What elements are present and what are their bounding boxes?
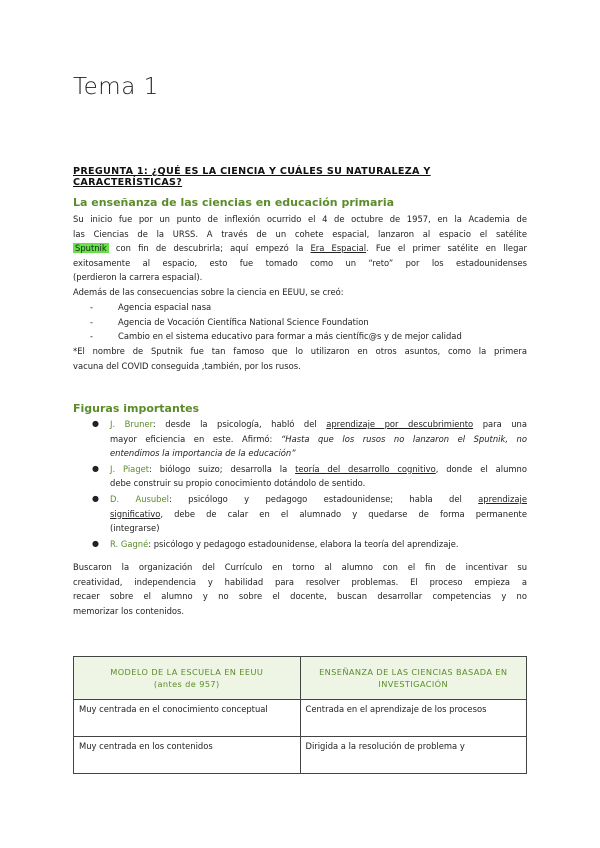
text-run: : psicólogo y pedagogo estadounidense; habla del xyxy=(168,493,479,504)
text-line: Buscaron la organización del Currículo en torno al alumno con el fin de incentivar su xyxy=(73,562,527,572)
header-text: ENSEÑANZA DE LAS CIENCIAS BASADA EN xyxy=(319,667,508,677)
text-run: : desde la psicología, habló del xyxy=(152,419,327,429)
list-item-text: Agencia espacial nasa xyxy=(118,302,212,312)
text-line: (integrarse) xyxy=(110,523,160,534)
consequences-list xyxy=(90,300,462,344)
bullet-icon: ● xyxy=(92,493,99,503)
table-cell: Muy centrada en los contenidos xyxy=(74,737,301,774)
table-row xyxy=(74,700,527,737)
figure-name: J. Bruner xyxy=(110,419,153,429)
text-line xyxy=(110,417,527,432)
text-line xyxy=(110,462,527,477)
figure-name: D. Ausubel xyxy=(110,493,169,504)
header-text: INVESTIGACIÓN xyxy=(378,679,449,689)
dash-marker: - xyxy=(90,316,94,327)
text-run: . Fue el primer satélite en llegar xyxy=(366,243,527,254)
section-heading-education: La enseñanza de las ciencias en educación primaria xyxy=(73,196,395,209)
table-cell: Centrada en el aprendizaje de los procesos xyxy=(300,700,527,737)
page-title: Tema 1 xyxy=(73,74,159,100)
text-line: vacuna del COVID conseguida ,también, por los rusos. xyxy=(73,360,301,371)
sputnik-note xyxy=(73,344,527,373)
table-cell: Dirigida a la resolución de problema y xyxy=(300,737,527,774)
text-run: mayor eficiencia en este. Afirmó: xyxy=(110,433,281,444)
text-line: Su inicio fue por un punto de inflexión ocurrido el 4 de octubre de 1957, en la Academia de xyxy=(73,214,527,224)
list-item-text: Cambio en el sistema educativo para formar a más científic@s y de mejor calidad xyxy=(118,331,462,342)
header-text: (antes de 957) xyxy=(153,679,220,689)
text-run: : psicólogo y pedagogo estadounidense, elabora la teoría del aprendizaje. xyxy=(148,538,459,549)
table-header-cell xyxy=(74,657,301,700)
header-text: MODELO DE LA ESCUELA EN EEUU xyxy=(110,667,264,677)
text-line xyxy=(110,537,527,552)
list-item xyxy=(90,329,462,344)
dash-marker: - xyxy=(90,302,94,312)
text-run: : biólogo suizo; desarrolla la xyxy=(149,463,296,474)
bullet-icon: ● xyxy=(92,463,99,473)
underlined-term: significativo xyxy=(110,508,161,519)
table-header-row xyxy=(74,657,527,700)
quote-text: entendimos la importancia de la educación” xyxy=(110,448,296,459)
text-line: creatividad, independencia y habilidad para resolver problemas. El proceso empieza a xyxy=(73,576,527,587)
text-line: recaer sobre el alumno y no sobre el docente, buscan desarrollar competencias y no xyxy=(73,591,527,602)
list-item-bruner xyxy=(90,417,527,461)
quote-text: “Hasta que los rusos no lanzaron el Sputnik, no xyxy=(280,433,527,444)
text-line: debe construir su propio conocimiento dotándolo de sentido. xyxy=(110,478,366,489)
figures-list xyxy=(90,417,527,552)
list-item-gagne xyxy=(90,537,527,552)
text-line: Además de las consecuencias sobre la ciencia en EEUU, se creó: xyxy=(73,286,344,297)
underlined-term: aprendizaje por descubrimiento xyxy=(326,419,474,429)
text-line xyxy=(110,492,527,507)
text-line: (perdieron la carrera espacial). xyxy=(73,272,203,283)
text-line xyxy=(110,432,527,447)
text-line: las Ciencias de la URSS. A través de un cohete espacial, lanzaron al espacio el satélite xyxy=(73,228,527,239)
text-run: para una xyxy=(473,419,527,429)
underlined-term: teoría del desarrollo cognitivo xyxy=(295,463,436,474)
figure-name: R. Gagné xyxy=(110,538,149,549)
bullet-icon: ● xyxy=(92,419,99,428)
text-run: , donde el alumno xyxy=(435,463,527,474)
list-item-text: Agencia de Vocación Científica National Science Foundation xyxy=(118,316,369,327)
curriculum-paragraph xyxy=(73,560,527,618)
dash-marker: - xyxy=(90,331,94,342)
text-line xyxy=(73,241,527,256)
list-item-piaget xyxy=(90,462,527,491)
section-heading-figures: Figuras importantes xyxy=(73,402,200,415)
bullet-icon: ● xyxy=(92,538,99,548)
underlined-term: aprendizaje xyxy=(478,493,527,504)
text-line xyxy=(110,507,527,522)
text-run: , debe de calar en el alumnado y quedarse de forma permanente xyxy=(160,508,527,519)
comparison-table xyxy=(73,656,527,774)
figure-name: J. Piaget xyxy=(110,463,150,474)
highlight-sputnik: Sputnik xyxy=(75,243,107,254)
underlined-era-espacial: Era Espacial xyxy=(310,243,367,254)
text-line: memorizar los contenidos. xyxy=(73,605,185,616)
intro-paragraph xyxy=(73,212,527,300)
table-cell: Muy centrada en el conocimiento conceptual xyxy=(74,700,301,737)
list-item-ausubel xyxy=(90,492,527,536)
text-line: *El nombre de Sputnik fue tan famoso que lo utilizaron en otros asuntos, como la primera xyxy=(73,346,527,356)
text-run: con fin de descubrirla; aquí empezó la xyxy=(108,243,311,254)
table-header-cell xyxy=(300,657,527,700)
list-item xyxy=(90,315,462,330)
text-line: exitosamente al espacio, esto fue tomado como un “reto” por los estadounidenses xyxy=(73,257,527,268)
list-item xyxy=(90,300,462,315)
question-heading: PREGUNTA 1: ¿QUÉ ES LA CIENCIA Y CUÁLES SU NATURALEZA Y CARACTERÍSTICAS? xyxy=(73,166,431,188)
table-row xyxy=(74,737,527,774)
